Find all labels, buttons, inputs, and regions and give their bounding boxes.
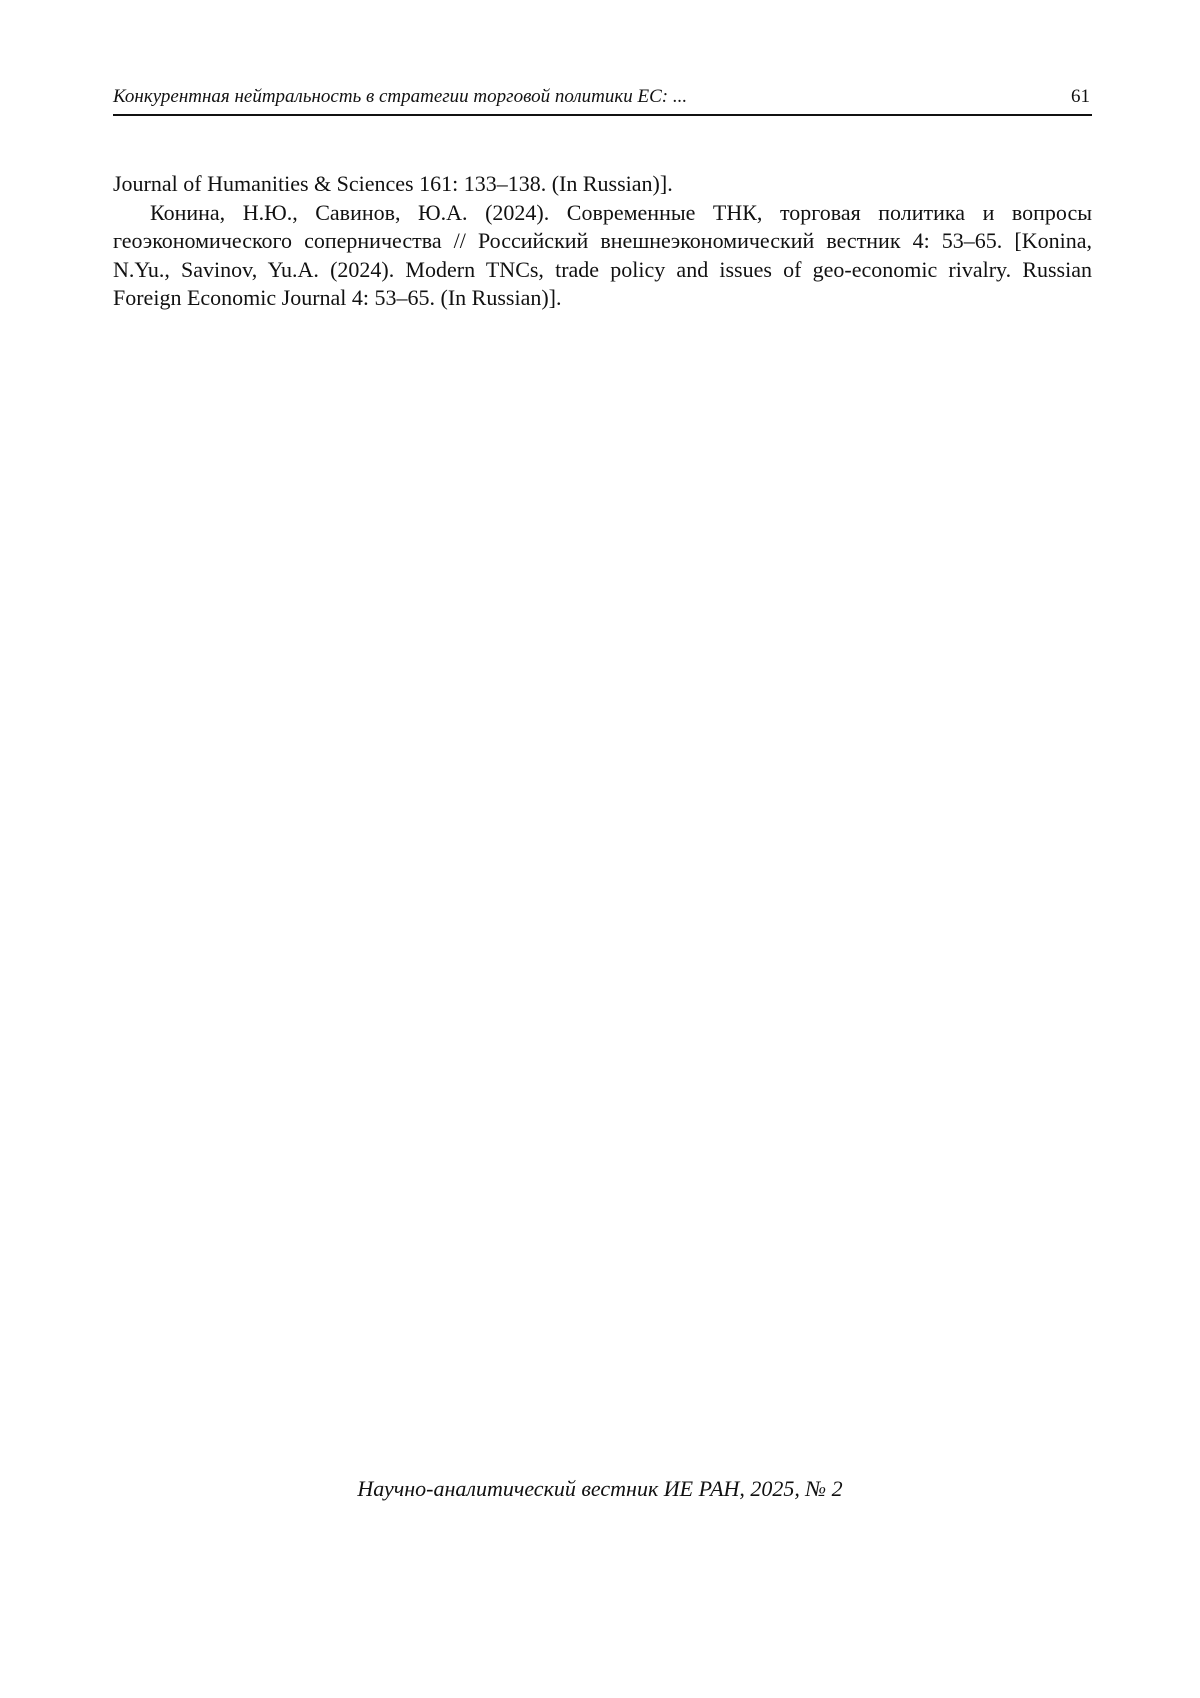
running-header (113, 84, 1092, 116)
journal-footer: Научно-аналитический вестник ИЕ РАН, 2025, № 2 (357, 1476, 843, 1501)
reference-continuation: Journal of Humanities & Sciences 161: 133–138. (In Russian)]. (113, 171, 673, 196)
reference-list (113, 170, 1092, 313)
page-number: 61 (1071, 86, 1090, 107)
running-title: Конкурентная нейтральность в стратегии торговой политики ЕС: ... (113, 86, 688, 107)
reference-entry-konina-savinov: Конина, Н.Ю., Савинов, Ю.А. (2024). Современные ТНК, торговая политика и вопросы геоэкономического соперничества // Российский внешнеэкономический вестник 4: 53–65. [Konina, N.Yu., Savinov, Yu.A. (2024). Modern TNCs, trade policy and issues of geo-economic rivalry. Russian Foreign Economic Journal 4: 53–65. (In Russian)]. (113, 199, 1092, 310)
